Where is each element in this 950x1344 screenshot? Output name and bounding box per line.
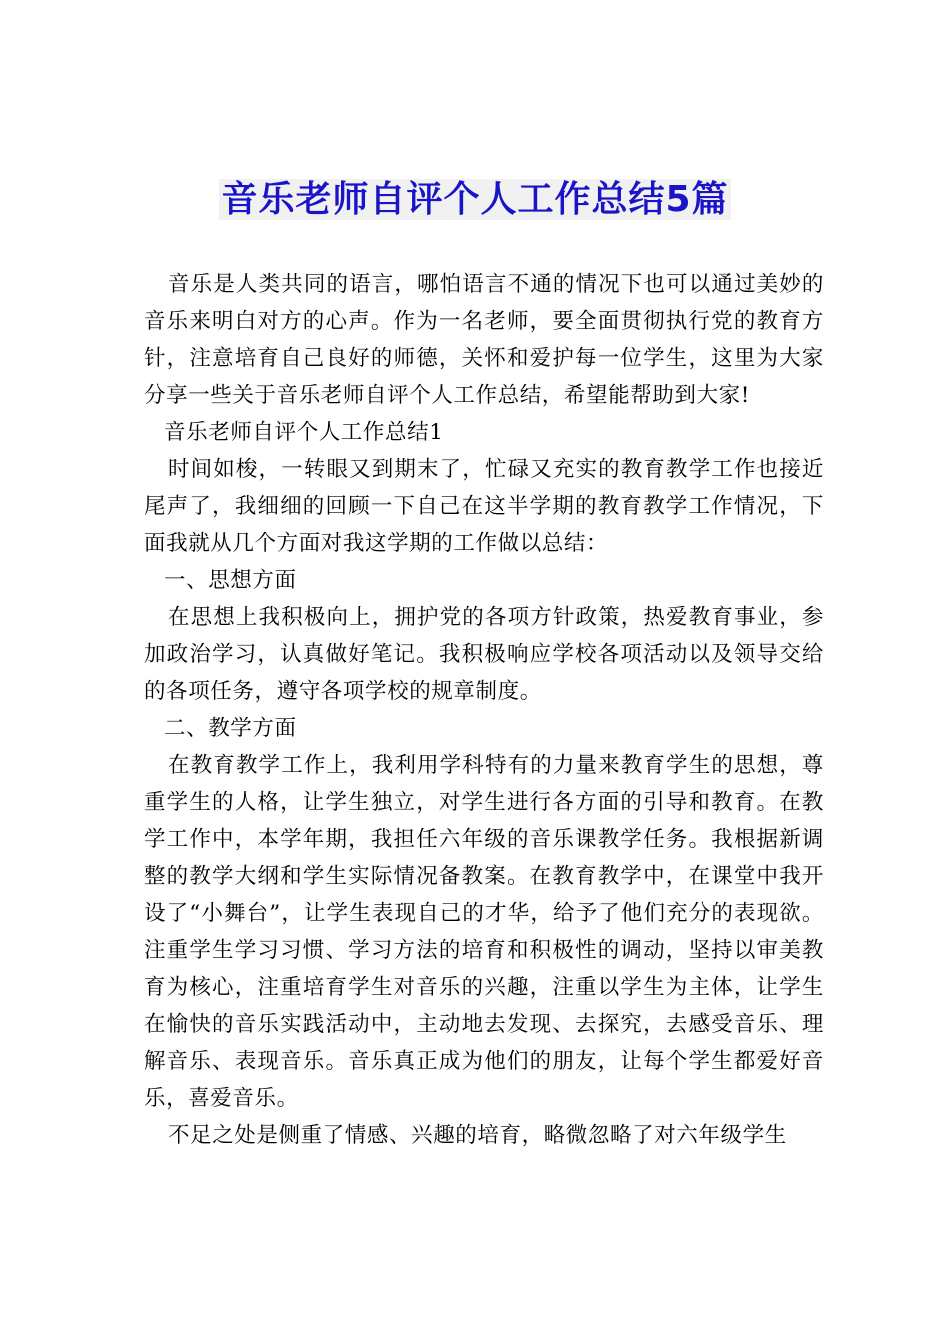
document-title-text: 音乐老师自评个人工作总结5篇 — [221, 179, 729, 220]
section-heading-thought: 一、思想方面 — [164, 568, 297, 593]
document-title — [0, 172, 950, 228]
section-heading-summary-1: 音乐老师自评个人工作总结1 — [164, 420, 444, 445]
paragraph-thought: 在思想上我积极向上，拥护党的各项方针政策，热爱教育事业，参加政治学习，认真做好笔记。我积极响应学校各项活动以及领导交给的各项任务，遵守各项学校的规章制度。 — [144, 605, 824, 704]
document-body — [144, 266, 824, 1154]
paragraph-teaching: 在教育教学工作上，我利用学科特有的力量来教育学生的思想，尊重学生的人格，让学生独立，对学生进行各方面的引导和教育。在教学工作中，本学年期，我担任六年级的音乐课教学任务。我根据新调整的教学大纲和学生实际情况备教案。在教育教学中，在课堂中我开设了“小舞台”，让学生表现自己的才华，给予了他们充分的表现欲。注重学生学习习惯、学习方法的培育和积极性的调动，坚持以审美教育为核心，注重培育学生对音乐的兴趣，注重以学生为主体，让学生在愉快的音乐实践活动中，主动地去发现、去探究，去感受音乐、理解音乐、表现音乐。音乐真正成为他们的朋友，让每个学生都爱好音乐，喜爱音乐。 — [144, 753, 824, 1111]
section-heading-teaching: 二、教学方面 — [164, 716, 297, 741]
paragraph-opening: 时间如梭，一转眼又到期末了，忙碌又充实的教育教学工作也接近尾声了，我细细的回顾一下自己在这半学期的教育教学工作情况，下面我就从几个方面对我这学期的工作做以总结： — [144, 457, 824, 556]
paragraph-shortcomings: 不足之处是侧重了情感、兴趣的培育，略微忽略了对六年级学生 — [168, 1123, 787, 1148]
intro-paragraph: 音乐是人类共同的语言，哪怕语言不通的情况下也可以通过美妙的音乐来明白对方的心声。作为一名老师，要全面贯彻执行党的教育方针，注意培育自己良好的师德，关怀和爱护每一位学生，这里为大家分享一些关于音乐老师自评个人工作总结，希望能帮助到大家! — [144, 272, 824, 408]
